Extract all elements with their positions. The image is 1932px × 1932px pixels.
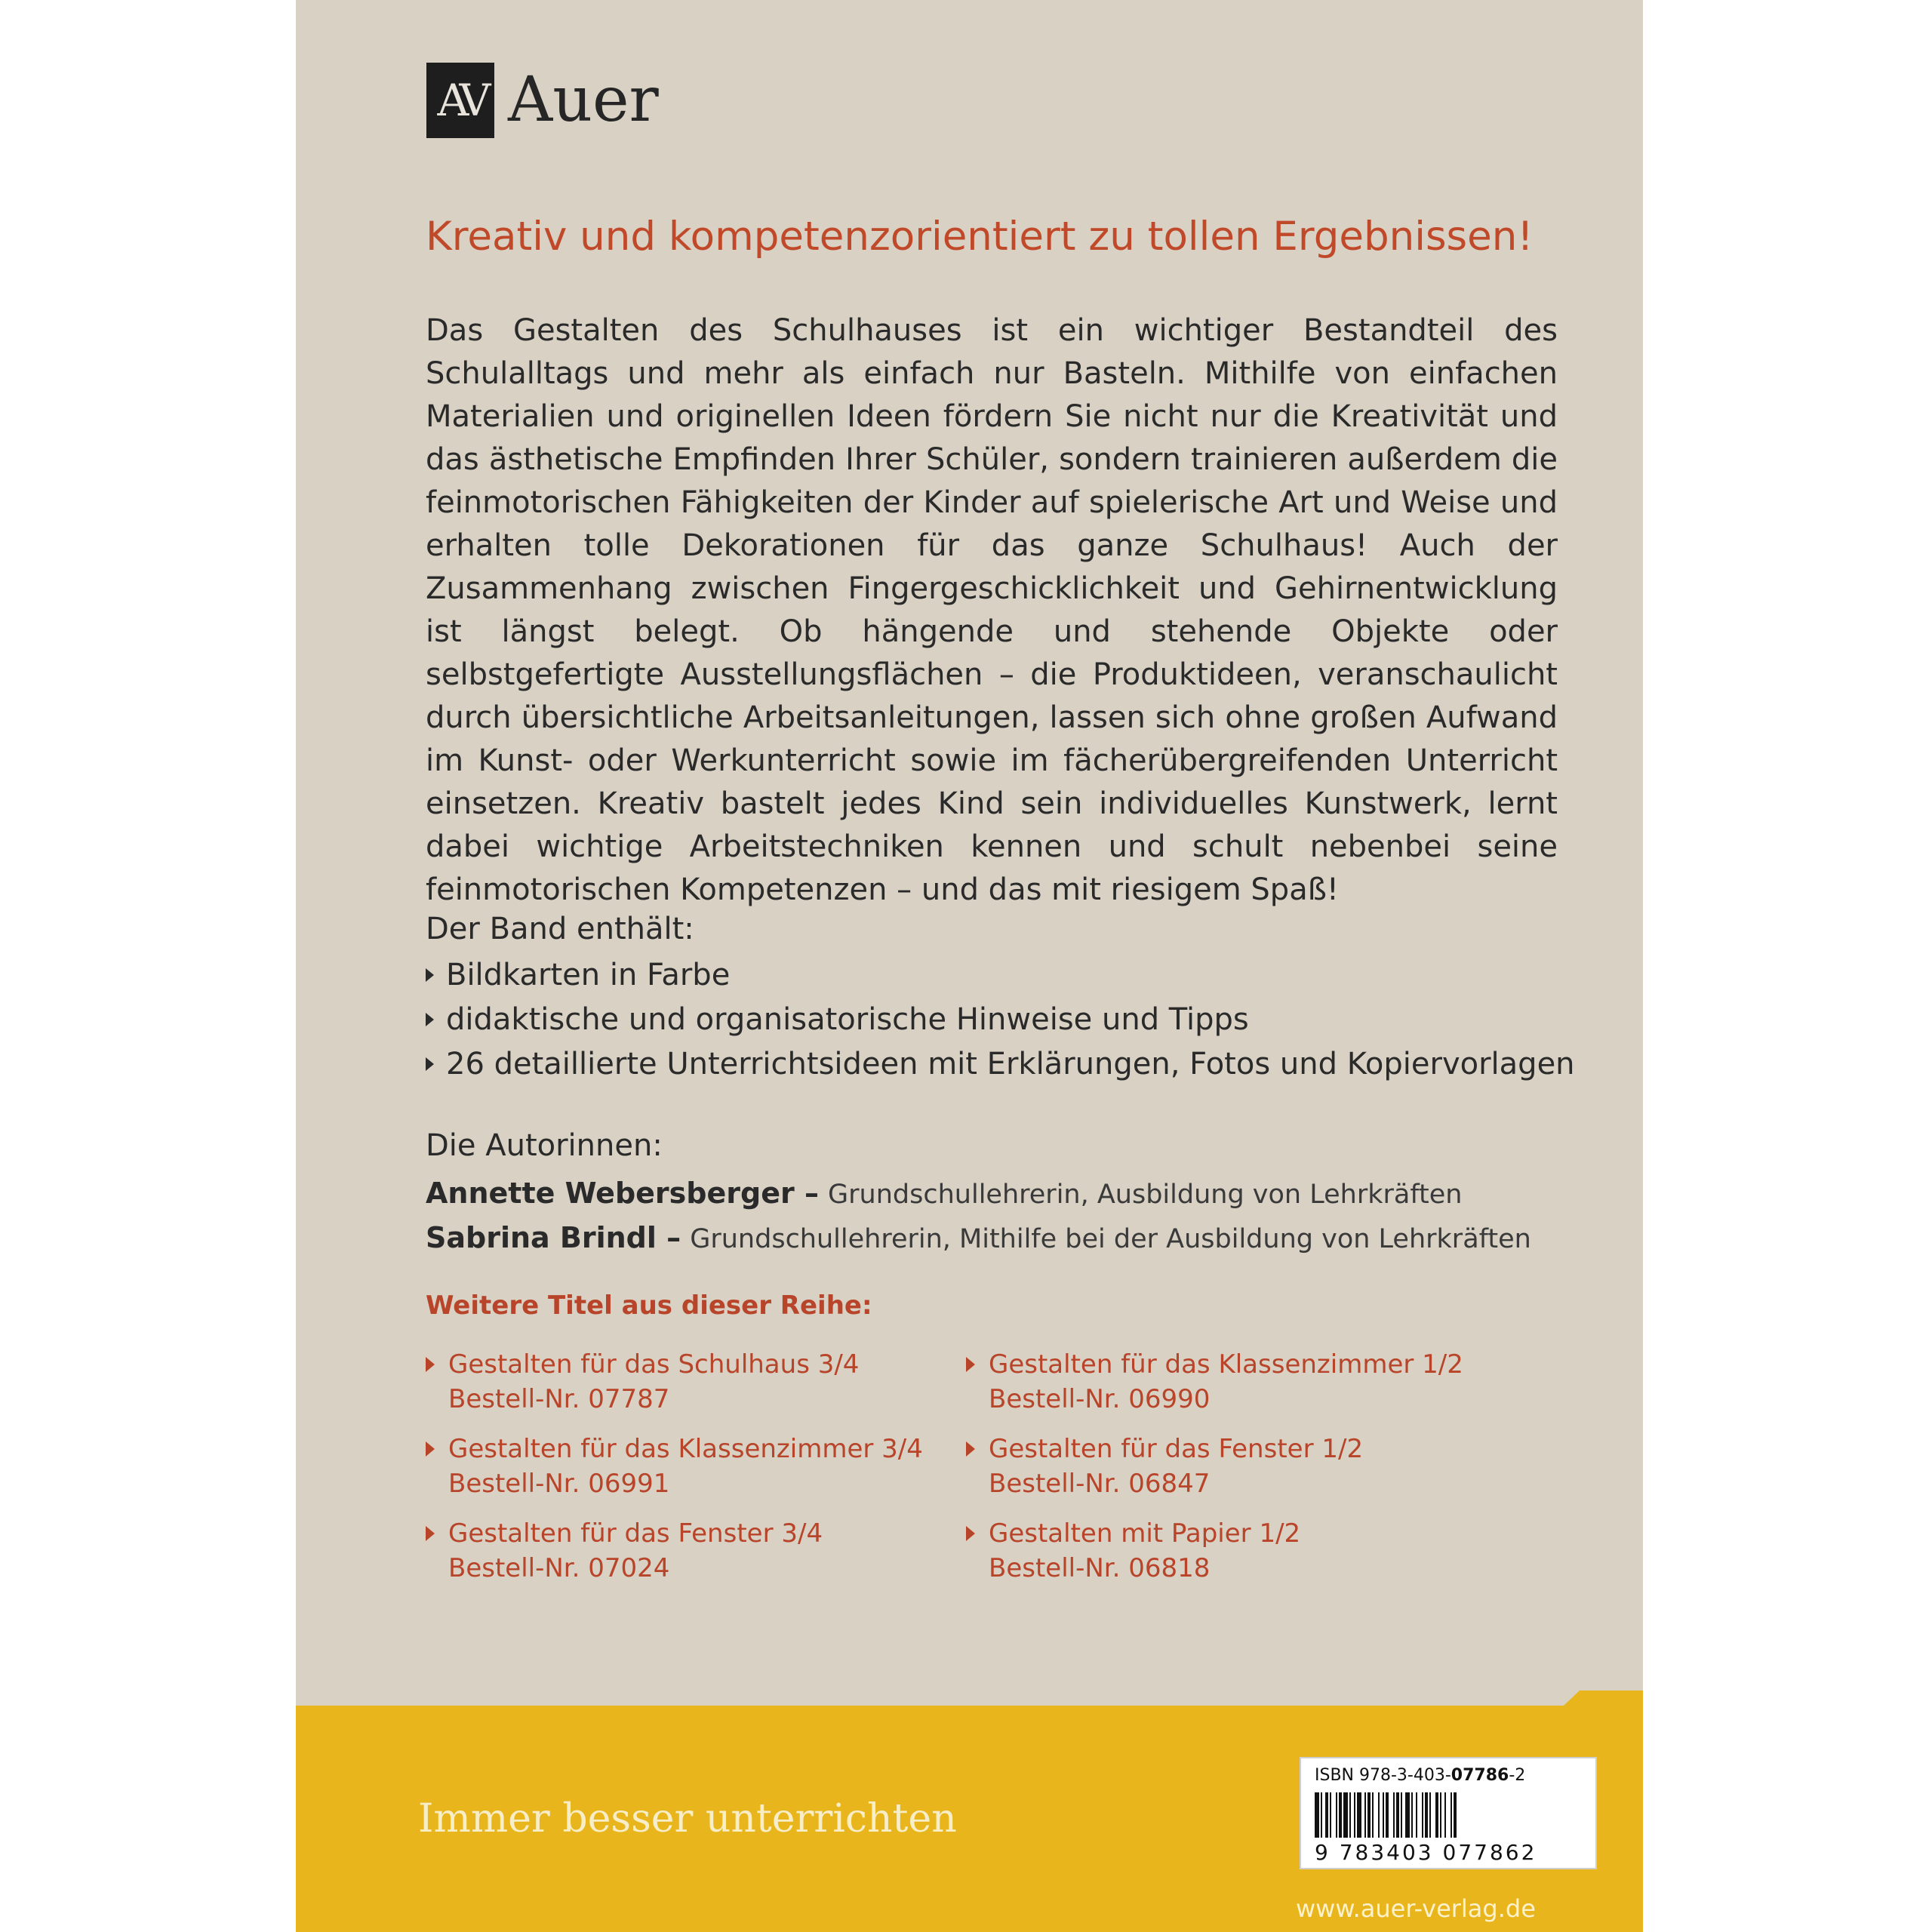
- barcode-bar: [1429, 1792, 1431, 1838]
- authors-title: Die Autorinnen:: [426, 1128, 663, 1163]
- series-item: Gestalten für das Fenster 1/2 Bestell-Nr. 06847: [966, 1432, 1463, 1516]
- triangle-bullet-icon: [966, 1357, 975, 1372]
- barcode-bar: [1405, 1792, 1410, 1838]
- list-item: didaktische und organisatorische Hinweise und Tipps: [426, 997, 1575, 1041]
- barcode-bar: [1435, 1792, 1438, 1838]
- description: Das Gestalten des Schulhauses ist ein wichtiger Bestandteil des Schulalltags und mehr als einfach nur Basteln. Mithilfe von einfachen Materialien und originellen Ideen fördern Sie nicht nur die Kreativität und das ästhetische Empfinden Ihrer Schüler, sondern trainieren außerdem die feinmotorischen Fähigkeiten der Kinder auf spielerische Art und Weise und erhalten tolle Dekorationen für das ganze Schulhaus! Auch der Zusammenhang zwischen Fingergeschicklichkeit und Gehirnentwicklung ist längst belegt. Ob hängende und stehende Objekte oder selbstgefertigte Ausstellungsflächen – die Produktideen, veranschaulicht durch übersichtliche Arbeitsanleitungen, lassen sich ohne großen Aufwand im Kunst- oder Werkunterricht sowie im fächerübergreifenden Unterricht einsetzen. Kreativ bastelt jedes Kind sein individuelles Kunstwerk, lernt dabei wichtige Arbeitstechniken kennen und schult nebenbei seine feinmotorischen Kompetenzen – und das mit riesigem Spaß!: [426, 313, 1558, 907]
- triangle-bullet-icon: [966, 1526, 975, 1541]
- barcode-bar: [1330, 1792, 1331, 1838]
- barcode-label: [1300, 1757, 1597, 1869]
- barcode-number: 9 783403 077862: [1315, 1840, 1537, 1865]
- list-item: 26 detaillierte Unterrichtsideen mit Erklärungen, Fotos und Kopiervorlagen: [426, 1041, 1575, 1086]
- series-title: Weitere Titel aus dieser Reihe:: [426, 1291, 872, 1321]
- barcode-bar: [1454, 1792, 1457, 1838]
- barcode-bar: [1422, 1792, 1423, 1838]
- triangle-bullet-icon: [426, 1057, 434, 1071]
- barcode-bar: [1354, 1792, 1355, 1838]
- logo-mark: AV: [426, 63, 494, 138]
- barcode-bar: [1367, 1792, 1371, 1838]
- barcode-bar: [1444, 1792, 1446, 1838]
- barcode-bar: [1315, 1792, 1319, 1838]
- isbn-text: ISBN 978-3-403-07786-2: [1315, 1766, 1526, 1785]
- series-item: Gestalten mit Papier 1/2 Bestell-Nr. 06818: [966, 1516, 1463, 1601]
- headline: Kreativ und kompetenzorientiert zu tollen Ergebnissen!: [426, 214, 1534, 260]
- author-name: Sabrina Brindl –: [426, 1221, 681, 1254]
- tagline: Immer besser unterrichten: [418, 1796, 957, 1841]
- barcode-bar: [1349, 1792, 1351, 1838]
- logo-name: Auer: [508, 64, 659, 136]
- triangle-bullet-icon: [966, 1441, 975, 1457]
- series-item: Gestalten für das Klassenzimmer 3/4 Bestell-Nr. 06991: [426, 1432, 923, 1516]
- series-right-column: [966, 1347, 1463, 1601]
- website-url: www.auer-verlag.de: [1296, 1894, 1536, 1923]
- series-item: Gestalten für das Klassenzimmer 1/2 Bestell-Nr. 06990: [966, 1347, 1463, 1432]
- barcode-bar: [1339, 1792, 1342, 1838]
- barcode-icon: [1315, 1792, 1579, 1838]
- barcode-bar: [1378, 1792, 1380, 1838]
- author-role: Grundschullehrerin, Mithilfe bei der Ausbildung von Lehrkräften: [690, 1224, 1531, 1254]
- barcode-bar: [1383, 1792, 1384, 1838]
- author-entry: [426, 1217, 1531, 1261]
- barcode-bar: [1451, 1792, 1452, 1838]
- list-item: Bildkarten in Farbe: [426, 952, 1575, 997]
- barcode-bar: [1357, 1792, 1361, 1838]
- barcode-bar: [1416, 1792, 1417, 1838]
- series-item: Gestalten für das Fenster 3/4 Bestell-Nr. 07024: [426, 1516, 923, 1601]
- author-role: Grundschullehrerin, Ausbildung von Lehrkräften: [828, 1180, 1463, 1210]
- barcode-bar: [1440, 1792, 1441, 1838]
- barcode-bar: [1343, 1792, 1348, 1838]
- publisher-logo: [426, 63, 659, 138]
- barcode-bar: [1386, 1792, 1389, 1838]
- barcode-bar: [1411, 1792, 1413, 1838]
- triangle-bullet-icon: [426, 1526, 435, 1541]
- triangle-bullet-icon: [426, 968, 434, 982]
- barcode-bar: [1321, 1792, 1322, 1838]
- contents-list: [426, 952, 1575, 1086]
- author-name: Annette Webersberger –: [426, 1177, 819, 1210]
- series-left-column: [426, 1347, 923, 1601]
- series-item: Gestalten für das Schulhaus 3/4 Bestell-Nr. 07787: [426, 1347, 923, 1432]
- barcode-bar: [1336, 1792, 1337, 1838]
- triangle-bullet-icon: [426, 1013, 434, 1026]
- triangle-bullet-icon: [426, 1441, 435, 1457]
- barcode-bar: [1393, 1792, 1395, 1838]
- barcode-bar: [1364, 1792, 1366, 1838]
- triangle-bullet-icon: [426, 1357, 435, 1372]
- barcode-bar: [1425, 1792, 1428, 1838]
- barcode-bar: [1372, 1792, 1374, 1838]
- authors-list: [426, 1172, 1531, 1261]
- barcode-bar: [1396, 1792, 1399, 1838]
- back-cover: [296, 0, 1643, 1932]
- barcode-bar: [1401, 1792, 1402, 1838]
- author-entry: [426, 1172, 1531, 1217]
- contents-title: Der Band enthält:: [426, 912, 694, 946]
- barcode-bar: [1325, 1792, 1328, 1838]
